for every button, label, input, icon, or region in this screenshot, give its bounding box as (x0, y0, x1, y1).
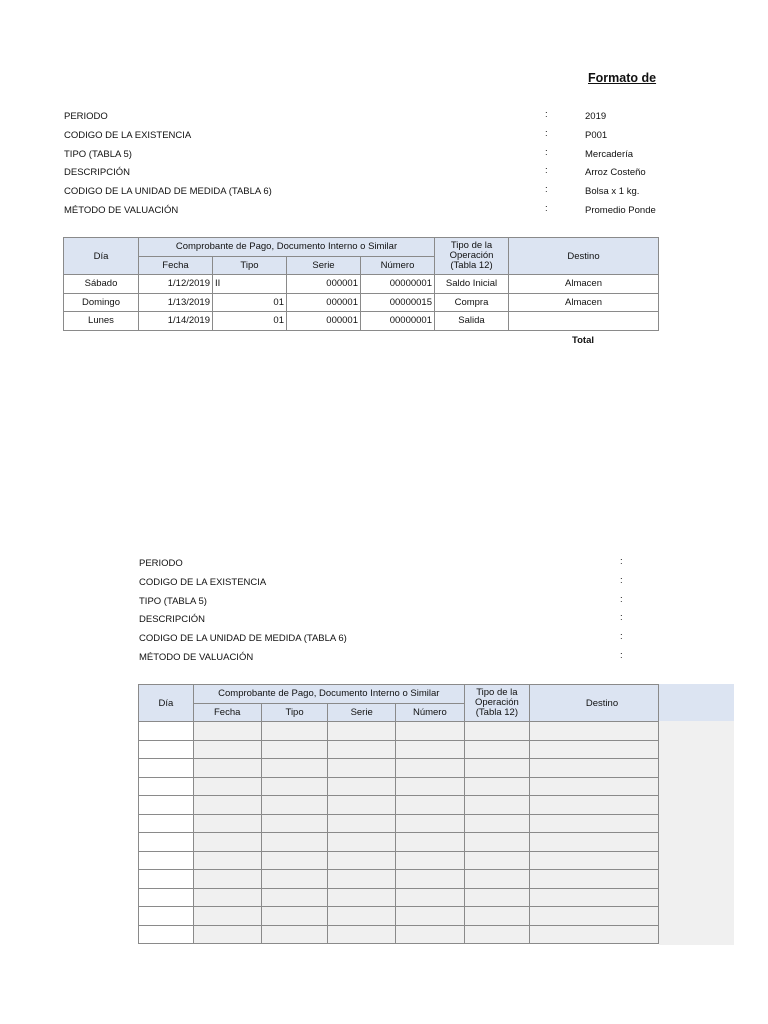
header-fecha: Fecha (139, 256, 213, 275)
empty-cell[interactable] (139, 907, 194, 926)
empty-cell[interactable] (261, 888, 328, 907)
empty-cell[interactable] (193, 777, 261, 796)
empty-cell[interactable] (395, 796, 464, 815)
field-colon: : (545, 202, 548, 214)
empty-cell[interactable] (193, 907, 261, 926)
field-row-codigo-existencia (139, 574, 659, 596)
field-label: CODIGO DE LA UNIDAD DE MEDIDA (TABLA 6) (64, 186, 272, 198)
empty-cell[interactable] (261, 814, 328, 833)
cell-fecha: 1/13/2019 (139, 293, 213, 312)
empty-cell[interactable] (328, 796, 395, 815)
header-fields (64, 111, 664, 224)
empty-cell[interactable] (193, 796, 261, 815)
empty-cell[interactable] (261, 870, 328, 889)
empty-cell[interactable] (529, 888, 658, 907)
empty-cell[interactable] (193, 722, 261, 741)
empty-cell[interactable] (464, 851, 529, 870)
empty-cell[interactable] (464, 870, 529, 889)
field-colon: : (620, 556, 623, 567)
empty-cell[interactable] (464, 722, 529, 741)
table-row (139, 888, 659, 907)
cell-dia: Lunes (64, 312, 139, 331)
cell-dia: Sábado (64, 275, 139, 294)
kardex-table-2 (138, 684, 659, 944)
cell-numero: 00000001 (361, 275, 435, 294)
empty-cell[interactable] (139, 777, 194, 796)
empty-cell[interactable] (193, 759, 261, 778)
empty-cell[interactable] (395, 907, 464, 926)
kardex-table-1-container (63, 237, 659, 333)
empty-cell[interactable] (139, 722, 194, 741)
table-row (64, 275, 659, 294)
field-label: CODIGO DE LA EXISTENCIA (139, 576, 267, 588)
field-label: CODIGO DE LA EXISTENCIA (64, 129, 192, 141)
table-row (139, 777, 659, 796)
empty-cell[interactable] (464, 796, 529, 815)
table-row (139, 907, 659, 926)
field-row-tipo (64, 146, 664, 168)
empty-cell[interactable] (464, 833, 529, 852)
empty-cell[interactable] (529, 759, 658, 778)
table-row (64, 293, 659, 312)
cell-serie: 000001 (287, 275, 361, 294)
header-comprobante: Comprobante de Pago, Documento Interno o Similar (139, 238, 435, 257)
empty-cell[interactable] (193, 851, 261, 870)
empty-cell[interactable] (464, 888, 529, 907)
empty-cell[interactable] (464, 777, 529, 796)
cell-serie: 000001 (287, 293, 361, 312)
cell-destino (509, 312, 659, 331)
empty-cell[interactable] (328, 907, 395, 926)
empty-cell[interactable] (395, 777, 464, 796)
page-title: Formato de (588, 71, 657, 85)
field-label: CODIGO DE LA UNIDAD DE MEDIDA (TABLA 6) (139, 633, 347, 645)
empty-cell[interactable] (193, 833, 261, 852)
empty-cell[interactable] (328, 777, 395, 796)
empty-cell[interactable] (328, 833, 395, 852)
cell-tipo: 01 (213, 312, 287, 331)
empty-cell[interactable] (261, 907, 328, 926)
cell-fecha: 1/12/2019 (139, 275, 213, 294)
header-tipo: Tipo (213, 256, 287, 275)
empty-cell[interactable] (328, 870, 395, 889)
table-row (139, 925, 659, 944)
empty-cell[interactable] (395, 870, 464, 889)
field-colon: : (545, 184, 548, 196)
cell-numero: 00000001 (361, 312, 435, 331)
cell-destino: Almacen (509, 293, 659, 312)
field-row-periodo (64, 111, 664, 130)
empty-cell[interactable] (529, 814, 658, 833)
cell-operacion: Compra (435, 293, 509, 312)
table-row (139, 759, 659, 778)
field-colon: : (545, 165, 548, 177)
empty-cell[interactable] (395, 814, 464, 833)
field-label: DESCRIPCIÓN (139, 614, 205, 626)
empty-cell[interactable] (464, 740, 529, 759)
empty-cell[interactable] (328, 888, 395, 907)
empty-cell[interactable] (529, 722, 658, 741)
header-fields-blank (139, 558, 659, 671)
header-numero: Número (361, 256, 435, 275)
header-destino: Destino (509, 238, 659, 275)
field-row-descripcion (139, 614, 659, 633)
empty-cell[interactable] (193, 870, 261, 889)
table-row (139, 740, 659, 759)
empty-cell[interactable] (464, 814, 529, 833)
header-numero: Número (395, 703, 464, 722)
empty-cell[interactable] (328, 722, 395, 741)
field-label: TIPO (TABLA 5) (139, 595, 207, 607)
table-row (139, 722, 659, 741)
field-row-metodo-valuacion (139, 649, 659, 671)
header-serie: Serie (287, 256, 361, 275)
kardex-table-1 (63, 237, 659, 331)
header-fill-extension (659, 684, 734, 721)
table-row (139, 851, 659, 870)
empty-cell[interactable] (261, 796, 328, 815)
empty-cell[interactable] (139, 851, 194, 870)
empty-cell[interactable] (193, 888, 261, 907)
empty-cell[interactable] (395, 740, 464, 759)
empty-cell[interactable] (395, 851, 464, 870)
field-label: DESCRIPCIÓN (64, 167, 130, 179)
cell-fecha: 1/14/2019 (139, 312, 213, 331)
field-label: TIPO (TABLA 5) (64, 148, 132, 160)
empty-cell[interactable] (529, 740, 658, 759)
cell-serie: 000001 (287, 312, 361, 331)
field-colon: : (620, 593, 623, 605)
field-row-descripcion (64, 167, 664, 186)
empty-cell[interactable] (261, 925, 328, 944)
empty-cell[interactable] (395, 833, 464, 852)
cell-tipo: 01 (213, 293, 287, 312)
cell-tipo: II (213, 275, 287, 294)
header-comprobante: Comprobante de Pago, Documento Interno o Similar (193, 685, 464, 704)
cell-destino: Almacen (509, 275, 659, 294)
blank-table-body (139, 722, 659, 944)
header-tipo: Tipo (261, 703, 328, 722)
empty-cell[interactable] (529, 796, 658, 815)
body-fill-extension (659, 721, 734, 945)
empty-cell[interactable] (193, 740, 261, 759)
empty-cell[interactable] (139, 888, 194, 907)
empty-cell[interactable] (529, 925, 658, 944)
field-value: 2019 (585, 111, 607, 122)
empty-cell[interactable] (395, 722, 464, 741)
empty-cell[interactable] (529, 851, 658, 870)
cell-operacion: Salida (435, 312, 509, 331)
field-row-unidad-medida (139, 633, 659, 652)
empty-cell[interactable] (139, 740, 194, 759)
header-dia: Día (64, 238, 139, 275)
field-colon: : (545, 146, 548, 158)
empty-cell[interactable] (328, 851, 395, 870)
header-fecha: Fecha (193, 703, 261, 722)
cell-dia: Domingo (64, 293, 139, 312)
table-row (139, 833, 659, 852)
total-label: Total (572, 335, 594, 346)
empty-cell[interactable] (328, 759, 395, 778)
header-tipo-operacion: Tipo de la Operación (Tabla 12) (435, 238, 509, 275)
field-value: Arroz Costeño (585, 167, 646, 179)
empty-cell[interactable] (139, 814, 194, 833)
empty-cell[interactable] (261, 851, 328, 870)
field-label: MÉTODO DE VALUACIÓN (139, 651, 254, 663)
field-value: P001 (585, 129, 608, 141)
empty-cell[interactable] (529, 777, 658, 796)
field-value: Promedio Ponde (585, 204, 656, 216)
header-dia: Día (139, 685, 194, 722)
field-colon: : (545, 109, 548, 120)
header-serie: Serie (328, 703, 395, 722)
field-row-metodo-valuacion (64, 202, 664, 224)
empty-cell[interactable] (328, 740, 395, 759)
empty-cell[interactable] (464, 759, 529, 778)
empty-cell[interactable] (139, 833, 194, 852)
table-row (139, 870, 659, 889)
field-label: PERIODO (64, 111, 108, 122)
field-label: PERIODO (139, 558, 183, 569)
empty-cell[interactable] (328, 814, 395, 833)
table-row (139, 814, 659, 833)
header-destino: Destino (529, 685, 658, 722)
field-row-tipo (139, 593, 659, 615)
table-row (139, 796, 659, 815)
field-label: MÉTODO DE VALUACIÓN (64, 204, 179, 216)
field-colon: : (620, 649, 623, 661)
field-colon: : (620, 612, 623, 624)
cell-numero: 00000015 (361, 293, 435, 312)
field-value: Mercadería (585, 148, 634, 160)
empty-cell[interactable] (139, 796, 194, 815)
empty-cell[interactable] (529, 907, 658, 926)
empty-cell[interactable] (261, 740, 328, 759)
field-row-periodo (139, 558, 659, 577)
empty-cell[interactable] (139, 925, 194, 944)
empty-cell[interactable] (395, 759, 464, 778)
field-colon: : (620, 574, 623, 586)
field-value: Bolsa x 1 kg. (585, 186, 640, 198)
cell-operacion: Saldo Inicial (435, 275, 509, 294)
empty-cell[interactable] (193, 814, 261, 833)
empty-cell[interactable] (328, 925, 395, 944)
empty-cell[interactable] (261, 722, 328, 741)
empty-cell[interactable] (529, 870, 658, 889)
empty-cell[interactable] (464, 925, 529, 944)
empty-cell[interactable] (193, 925, 261, 944)
empty-cell[interactable] (261, 777, 328, 796)
field-colon: : (620, 631, 623, 643)
empty-cell[interactable] (139, 759, 194, 778)
empty-cell[interactable] (529, 833, 658, 852)
empty-cell[interactable] (261, 759, 328, 778)
field-row-unidad-medida (64, 186, 664, 205)
empty-cell[interactable] (395, 888, 464, 907)
kardex-table-2-container (138, 684, 659, 946)
empty-cell[interactable] (464, 907, 529, 926)
empty-cell[interactable] (139, 870, 194, 889)
header-tipo-operacion: Tipo de la Operación (Tabla 12) (464, 685, 529, 722)
empty-cell[interactable] (261, 833, 328, 852)
empty-cell[interactable] (395, 925, 464, 944)
table-row (64, 312, 659, 331)
field-row-codigo-existencia (64, 127, 664, 149)
field-colon: : (545, 127, 548, 139)
